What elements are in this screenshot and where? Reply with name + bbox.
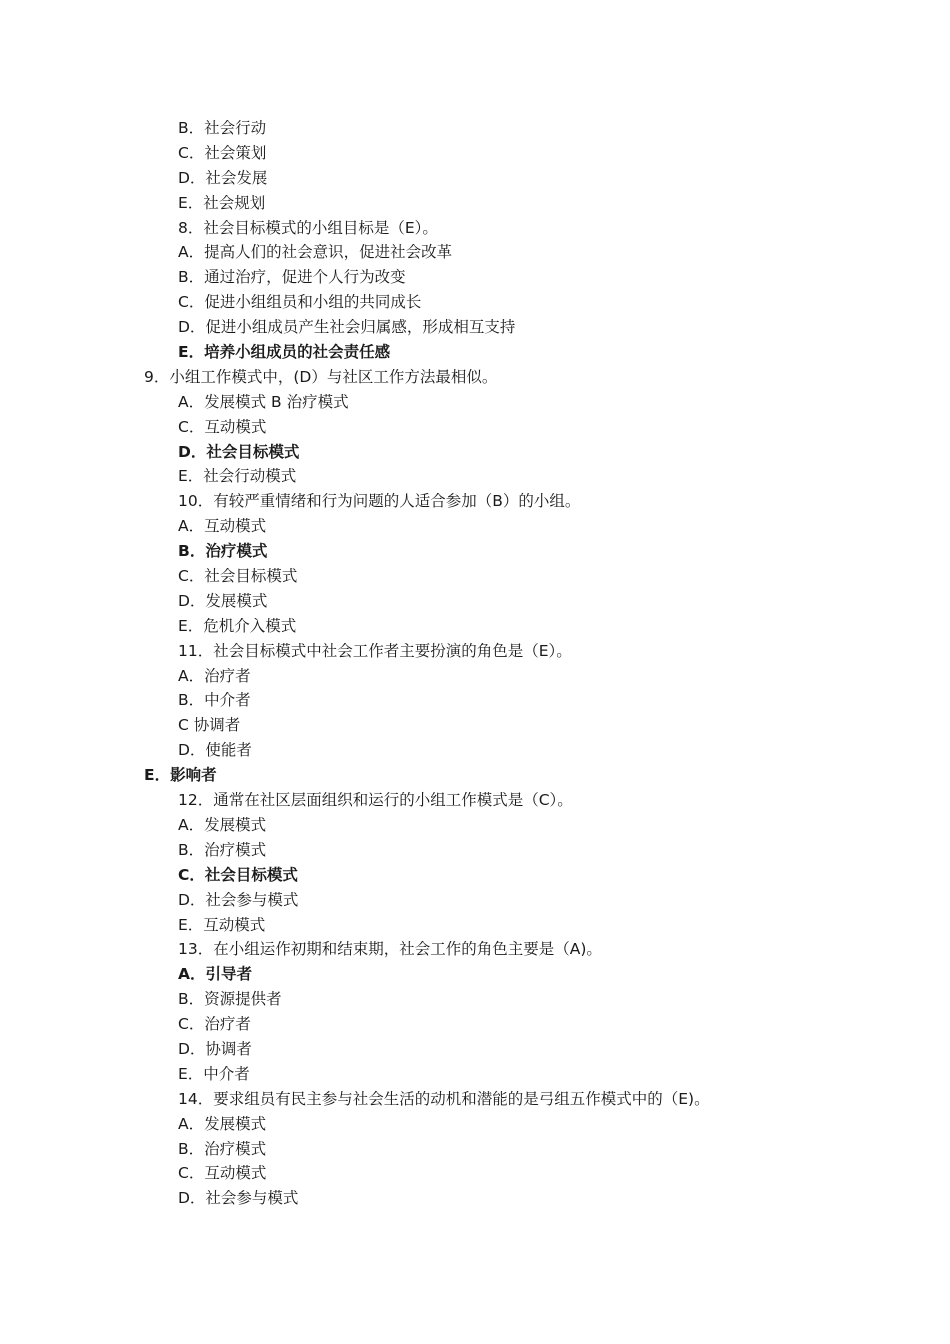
answer-option: D．使能者 xyxy=(178,741,252,760)
answer-option: E．社会行动模式 xyxy=(178,467,297,486)
question-list xyxy=(0,116,950,1211)
answer-option: C．社会目标模式 xyxy=(178,865,298,884)
answer-option: A．提高人们的社会意识，促进社会改革 xyxy=(178,243,453,262)
answer-option: E．中介者 xyxy=(178,1064,250,1083)
answer-option: C．互动模式 xyxy=(178,417,267,436)
answer-option: B．治疗模式 xyxy=(178,840,267,859)
answer-option: E．培养小组成员的社会责任感 xyxy=(178,343,391,362)
answer-option: B．资源提供者 xyxy=(178,990,282,1009)
answer-option: A．互动模式 xyxy=(178,517,267,536)
answer-option: D．发展模式 xyxy=(178,591,268,610)
answer-option: A．发展模式 xyxy=(178,815,267,834)
answer-option: C 协调者 xyxy=(178,716,241,735)
question-stem: 11．社会目标模式中社会工作者主要扮演的角色是（E）。 xyxy=(178,641,572,660)
answer-option: A．发展模式 xyxy=(178,1114,267,1133)
answer-option: A．引导者 xyxy=(178,965,252,984)
answer-option: D．社会发展 xyxy=(178,168,268,187)
question-stem: 12．通常在社区层面组织和运行的小组工作模式是（C）。 xyxy=(178,791,573,810)
answer-option: E．互动模式 xyxy=(178,915,266,934)
answer-option: C．社会目标模式 xyxy=(178,567,298,586)
answer-option: D．社会参与模式 xyxy=(178,890,299,909)
answer-option: C．社会策划 xyxy=(178,143,267,162)
answer-option: D．促进小组成员产生社会归属感，形成相互支持 xyxy=(178,318,516,337)
answer-option: C．治疗者 xyxy=(178,1015,251,1034)
answer-option: D．社会参与模式 xyxy=(178,1189,299,1208)
question-stem: 10．有较严重情绪和行为问题的人适合参加（B）的小组。 xyxy=(178,492,581,511)
answer-option: E．影响者 xyxy=(144,766,217,785)
answer-option: A．发展模式 B 治疗模式 xyxy=(178,392,349,411)
question-stem: 13．在小组运作初期和结束期，社会工作的角色主要是（A)。 xyxy=(178,940,602,959)
answer-option: B．社会行动 xyxy=(178,119,267,137)
answer-option: D．协调者 xyxy=(178,1039,252,1058)
answer-option: E．危机介入模式 xyxy=(178,616,297,635)
answer-option: B．中介者 xyxy=(178,691,251,710)
answer-option: A．治疗者 xyxy=(178,666,251,685)
answer-option: E．社会规划 xyxy=(178,193,266,212)
answer-option: C．促进小组组员和小组的共同成长 xyxy=(178,293,422,312)
question-stem: 9．小组工作模式中，(D）与社区工作方法最相似。 xyxy=(144,367,498,386)
question-stem: 14．要求组员有民主参与社会生活的动机和潜能的是弓组五作模式中的（E)。 xyxy=(178,1089,710,1108)
answer-option: C．互动模式 xyxy=(178,1164,267,1183)
answer-option: D．社会目标模式 xyxy=(178,442,300,461)
answer-option: B．通过治疗，促进个人行为改变 xyxy=(178,268,406,287)
answer-option: B．治疗模式 xyxy=(178,542,268,561)
question-stem: 8．社会目标模式的小组目标是（E）。 xyxy=(178,218,438,237)
answer-option: B．治疗模式 xyxy=(178,1139,267,1158)
